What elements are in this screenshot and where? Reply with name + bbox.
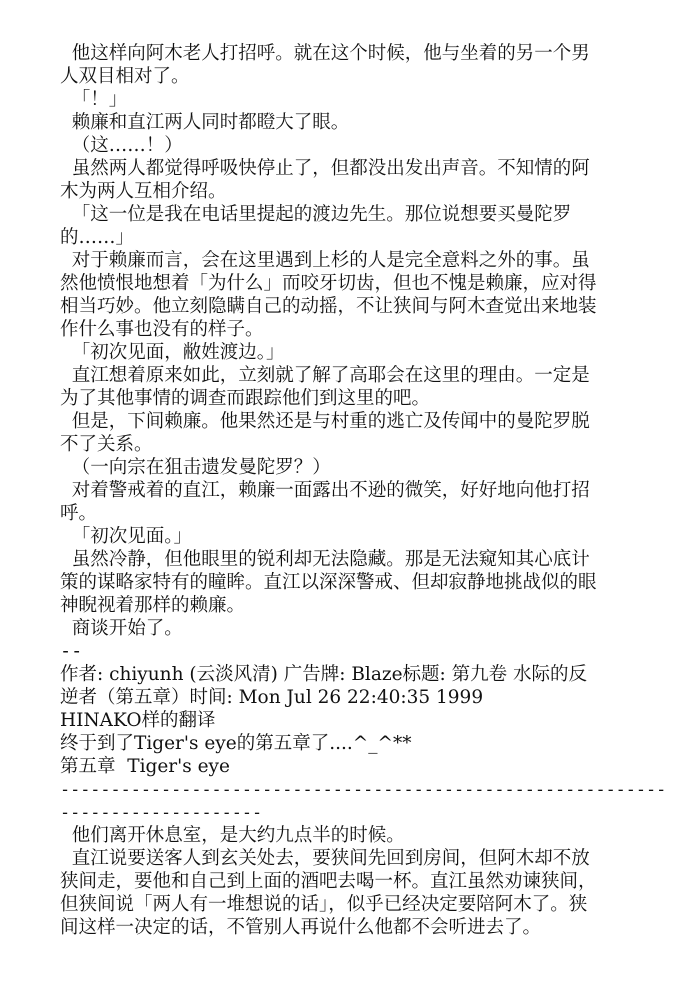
text-line: 神睨视着那样的赖廉。 [60,595,246,616]
text-line: 作什么事也没有的样子。 [60,319,264,340]
text-line: 他这样向阿木老人打招呼。就在这个时候，他与坐着的另一个男 [60,43,590,64]
document-text [60,42,667,939]
text-line: 「初次见面，敝姓渡边。」 [60,342,285,363]
text-line: 间这样一决定的话，不管别人再说什么他都不会听进去了。 [60,917,542,938]
text-line: 然他愤恨地想着「为什么」而咬牙切齿，但也不愧是赖廉，应对得 [60,273,597,294]
chapter-title: 第五章 Tiger's eye [60,756,230,777]
text-line: 相当巧妙。他立刻隐瞒自己的动摇，不让狭间与阿木查觉出来地装 [60,296,597,317]
text-line: 直江说要送客人到玄关处去，要狭间先回到房间，但阿木却不放 [60,848,590,869]
text-line: 「初次见面。」 [60,526,193,547]
text-line: （一向宗在狙击遗发曼陀罗？） [60,457,331,478]
text-line: 木为两人互相介绍。 [60,181,227,202]
text-line: 但狭间说「两人有一堆想说的话」，似乎已经决定要陪阿木了。狭 [60,894,588,915]
text-line: 的……」 [60,227,135,248]
separator-line: -------------------- [60,802,263,822]
intro-line: 终于到了Tiger's eye的第五章了....^_^** [60,733,412,754]
separator-line: ------------------------------------------------------------ [60,779,667,799]
text-line: 对着警戒着的直江，赖廉一面露出不逊的微笑，好好地向他打招 [60,480,590,501]
text-line: 狭间走，要他和自己到上面的酒吧去喝一杯。直江虽然劝谏狭间， [60,871,597,892]
text-line: 虽然两人都觉得呼吸快停止了，但都没出发出声音。不知情的阿 [60,158,590,179]
text-line: 人双目相对了。 [60,66,190,87]
post-header-line: 作者: chiyunh (云淡风清) 广告牌: Blaze标题: 第九卷 水际的反 [60,664,588,685]
text-line: 他们离开休息室，是大约九点半的时候。 [60,825,405,846]
translator-line: HINAKO样的翻译 [60,710,216,731]
text-line: 直江想着原来如此，立刻就了解了高耶会在这里的理由。一定是 [60,365,590,386]
post-header-line: 逆者（第五章）时间: Mon Jul 26 22:40:35 1999 [60,687,484,708]
text-line: 为了其他事情的调查而跟踪他们到这里的吧。 [60,388,431,409]
text-line: 虽然冷静，但他眼里的锐利却无法隐藏。那是无法窥知其心底计 [60,549,590,570]
text-line: 商谈开始了。 [60,618,183,639]
text-line: 「！」 [60,89,128,110]
separator-line: -- [60,641,83,662]
text-line: 策的谋略家特有的瞳眸。直江以深深警戒、但却寂静地挑战似的眼 [60,572,597,593]
text-line: 呼。 [60,503,98,524]
text-line: 但是，下间赖廉。他果然还是与村重的逃亡及传闻中的曼陀罗脱 [60,411,590,432]
text-line: （这……！） [60,135,183,156]
text-line: 赖廉和直江两人同时都瞪大了眼。 [60,112,350,133]
text-line: 「这一位是我在电话里提起的渡边先生。那位说想要买曼陀罗 [60,204,572,225]
text-line: 不了关系。 [60,434,153,455]
text-line: 对于赖廉而言，会在这里遇到上杉的人是完全意料之外的事。虽 [60,250,590,271]
